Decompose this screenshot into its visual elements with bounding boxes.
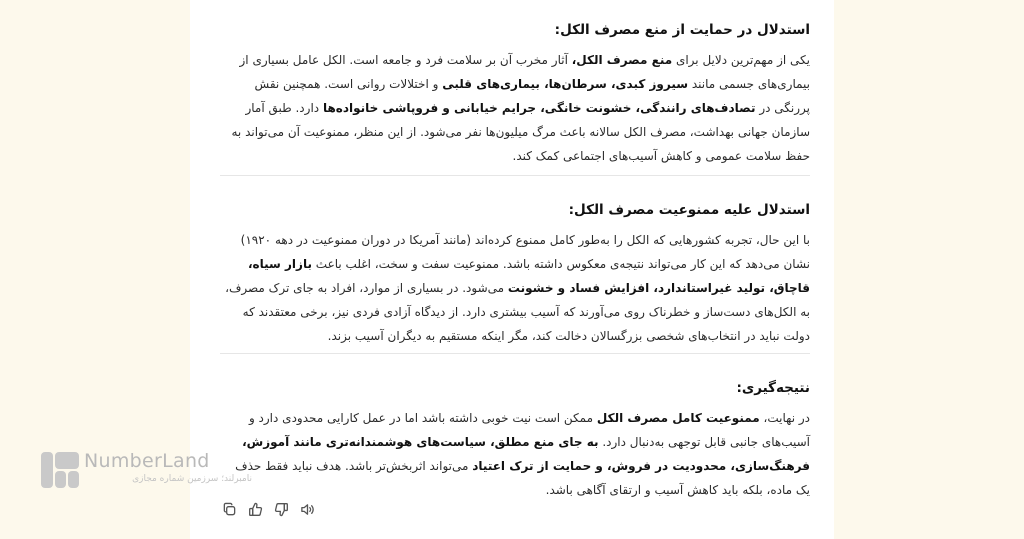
section-heading: نتیجه‌گیری: xyxy=(736,380,810,396)
text-run: با این حال، تجربه کشورهایی که الکل را به‌طور کامل ممنوع کرده‌اند (مانند آمریکا در دوران ممنوعیت در دهه ۱۹۲۰) نشان می‌دهد که این کار می‌تواند نتیجه‌ی معکوس داشته باشد. ممنوعیت سفت و سخت، اغلب باعث xyxy=(240,233,810,271)
text-run: در نهایت، xyxy=(759,411,810,425)
thumbs-down-button[interactable] xyxy=(272,500,290,518)
section-paragraph xyxy=(220,406,810,502)
bold-phrase: به جای منع مطلق، سیاست‌های هوشمندانه‌تری مانند آموزش، فرهنگ‌سازی، محدودیت در فروش، و حمایت از ترک اعتیاد xyxy=(242,435,810,473)
bold-phrase: سیروز کبدی، سرطان‌ها، بیماری‌های قلبی xyxy=(442,77,689,91)
watermark-brand: NumberLand xyxy=(84,450,210,472)
text-run: و اختلالات روانی است. همچنین نقش پررنگی در xyxy=(254,77,810,115)
section-paragraph xyxy=(220,228,810,348)
text-run: یکی از مهم‌ترین دلایل برای xyxy=(672,53,810,67)
numberland-watermark xyxy=(40,448,252,492)
copy-button[interactable] xyxy=(220,500,238,518)
text-run: می‌تواند اثربخش‌تر باشد. هدف نباید فقط حذف یک ماده، بلکه باید کاهش آسیب و ارتقای آگاهی باشد. xyxy=(235,459,810,497)
section-against-ban xyxy=(220,200,810,348)
bold-phrase: منع مصرف الکل، xyxy=(571,53,673,67)
copy-icon xyxy=(222,502,237,517)
text-run: آثار مخرب آن بر سلامت فرد و جامعه است. الکل عامل بسیاری از بیماری‌های جسمی مانند xyxy=(239,53,810,91)
chat-response-panel xyxy=(190,0,834,539)
bold-phrase: ممنوعیت کامل مصرف الکل xyxy=(596,411,760,425)
numberland-logo-icon xyxy=(40,450,80,490)
thumbs-down-icon xyxy=(274,502,289,517)
text-run: دارد. طبق آمار سازمان جهانی بهداشت، مصرف الکل سالانه باعث مرگ میلیون‌ها نفر می‌شود. از این منظر، ممنوعیت آن می‌تواند به حفظ سلامت عمومی و کاهش آسیب‌های اجتماعی کمک کند. xyxy=(231,101,810,163)
section-heading: استدلال در حمایت از منع مصرف الکل: xyxy=(554,22,810,38)
thumbs-up-icon xyxy=(248,502,263,517)
read-aloud-button[interactable] xyxy=(298,500,316,518)
divider xyxy=(220,175,810,176)
section-conclusion xyxy=(220,378,810,502)
text-run: ممکن است نیت خوبی داشته باشد اما در عمل کارایی محدودی دارد و آسیب‌های جانبی قابل توجهی به‌دنبال دارد. xyxy=(248,411,810,449)
message-actions xyxy=(220,500,316,520)
text-run: می‌شود. در بسیاری از موارد، افراد به جای ترک مصرف، به الکل‌های دست‌ساز و خطرناک روی می‌آورند که آسیب بیشتری دارد. از دیدگاه آزادی فردی نیز، برخی معتقدند که دولت نباید در انتخاب‌های شخصی بزرگسالان دخالت کند، مگر اینکه مستقیم به دیگران آسیب بزند. xyxy=(225,281,810,343)
section-pro-ban xyxy=(220,20,810,168)
section-paragraph xyxy=(220,48,810,168)
bold-phrase: بازار سیاه، قاچاق، تولید غیراستاندارد، افزایش فساد و خشونت xyxy=(248,257,810,295)
watermark-tagline: نامبرلند؛ سرزمین شماره مجازی xyxy=(132,474,252,484)
read-aloud-icon xyxy=(300,502,315,517)
bold-phrase: تصادف‌های رانندگی، خشونت خانگی، جرایم خیابانی و فروپاشی خانواده‌ها xyxy=(322,101,756,115)
divider xyxy=(220,353,810,354)
section-heading: استدلال علیه ممنوعیت مصرف الکل: xyxy=(568,202,810,218)
thumbs-up-button[interactable] xyxy=(246,500,264,518)
